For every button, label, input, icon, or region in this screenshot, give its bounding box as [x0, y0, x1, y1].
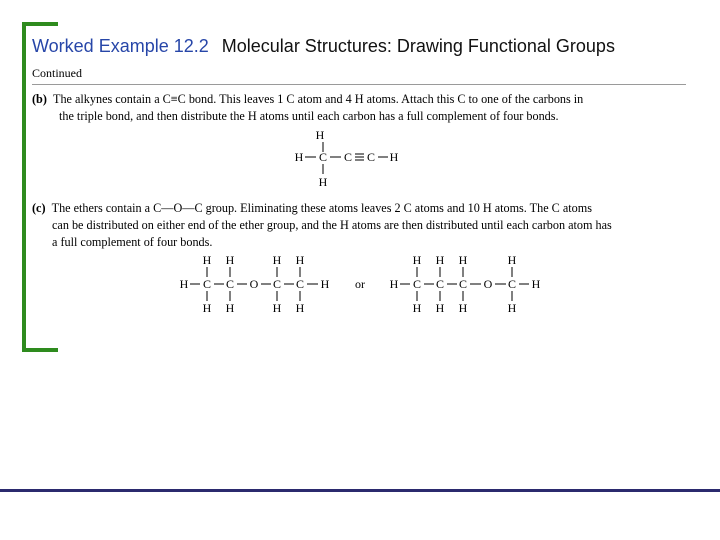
part-c-line1: The ethers contain a C—O—C group. Eliminating these atoms leaves 2 C atoms and 10 H atoms. The C atoms: [51, 201, 592, 215]
title-rest: Molecular Structures: Drawing Functional Groups: [221, 36, 615, 56]
ether-1: [180, 253, 330, 315]
part-b-paragraph: [32, 91, 692, 125]
title-lead: Worked Example 12.2: [32, 36, 209, 56]
e1-c3-h-bottom: H: [272, 301, 282, 315]
e1-c1-h-bottom: H: [202, 301, 212, 315]
part-c-line2: can be distributed on either end of the ether group, and the H atoms are then distributed until each carbon atom has: [52, 218, 612, 232]
e2-c1-h-top: H: [412, 253, 422, 267]
part-b-line1: The alkynes contain a C≡C bond. This leaves 1 C atom and 4 H atoms. Attach this C to one of the carbons in: [53, 92, 584, 106]
alkyne-h-top: H: [315, 128, 325, 142]
e1-o: O: [249, 277, 259, 291]
e1-c2: C: [225, 277, 235, 291]
part-c-line3: a full complement of four bonds.: [52, 235, 213, 249]
e1-h-left: H: [179, 277, 189, 291]
part-b-line2: the triple bond, and then distribute the H atoms until each carbon has a full complement of four bonds.: [59, 109, 559, 123]
footer-rule: [0, 489, 720, 492]
e1-c1-h-top: H: [202, 253, 212, 267]
part-c-label: (c): [32, 201, 46, 215]
e1-c4-h-bottom: H: [295, 301, 305, 315]
alkyne-c3: C: [366, 150, 376, 164]
alkyne-h-left: H: [294, 150, 304, 164]
e1-c3: C: [272, 277, 282, 291]
alkyne-structure: [290, 125, 410, 191]
divider: [32, 84, 686, 85]
part-b-label: (b): [32, 92, 47, 106]
e2-c3-h-top: H: [458, 253, 468, 267]
e1-c4-h-top: H: [295, 253, 305, 267]
e2-c2-h-bottom: H: [435, 301, 445, 315]
e2-h-right: H: [531, 277, 541, 291]
or-connector: or: [355, 277, 365, 291]
continued-label: Continued: [32, 66, 82, 80]
part-c-paragraph: [32, 200, 704, 251]
e2-h-left: H: [389, 277, 399, 291]
e2-c4-h-bottom: H: [507, 301, 517, 315]
e2-o: O: [483, 277, 493, 291]
alkyne-h-right: H: [389, 150, 399, 164]
e1-c1: C: [202, 277, 212, 291]
e1-h-right: H: [320, 277, 330, 291]
ether-2: [390, 253, 541, 315]
e1-c2-h-top: H: [225, 253, 235, 267]
e2-c4: C: [507, 277, 517, 291]
e2-c2: C: [435, 277, 445, 291]
alkyne-h-bottom: H: [318, 175, 328, 189]
e1-c2-h-bottom: H: [225, 301, 235, 315]
page-title: [32, 36, 615, 57]
e2-c2-h-top: H: [435, 253, 445, 267]
e2-c3: C: [458, 277, 468, 291]
e2-c1-h-bottom: H: [412, 301, 422, 315]
alkyne-c1: C: [318, 150, 328, 164]
ether-structures: [170, 250, 560, 320]
e2-c4-h-top: H: [507, 253, 517, 267]
e1-c3-h-top: H: [272, 253, 282, 267]
e2-c1: C: [412, 277, 422, 291]
alkyne-c2: C: [343, 150, 353, 164]
e2-c3-h-bottom: H: [458, 301, 468, 315]
e1-c4: C: [295, 277, 305, 291]
